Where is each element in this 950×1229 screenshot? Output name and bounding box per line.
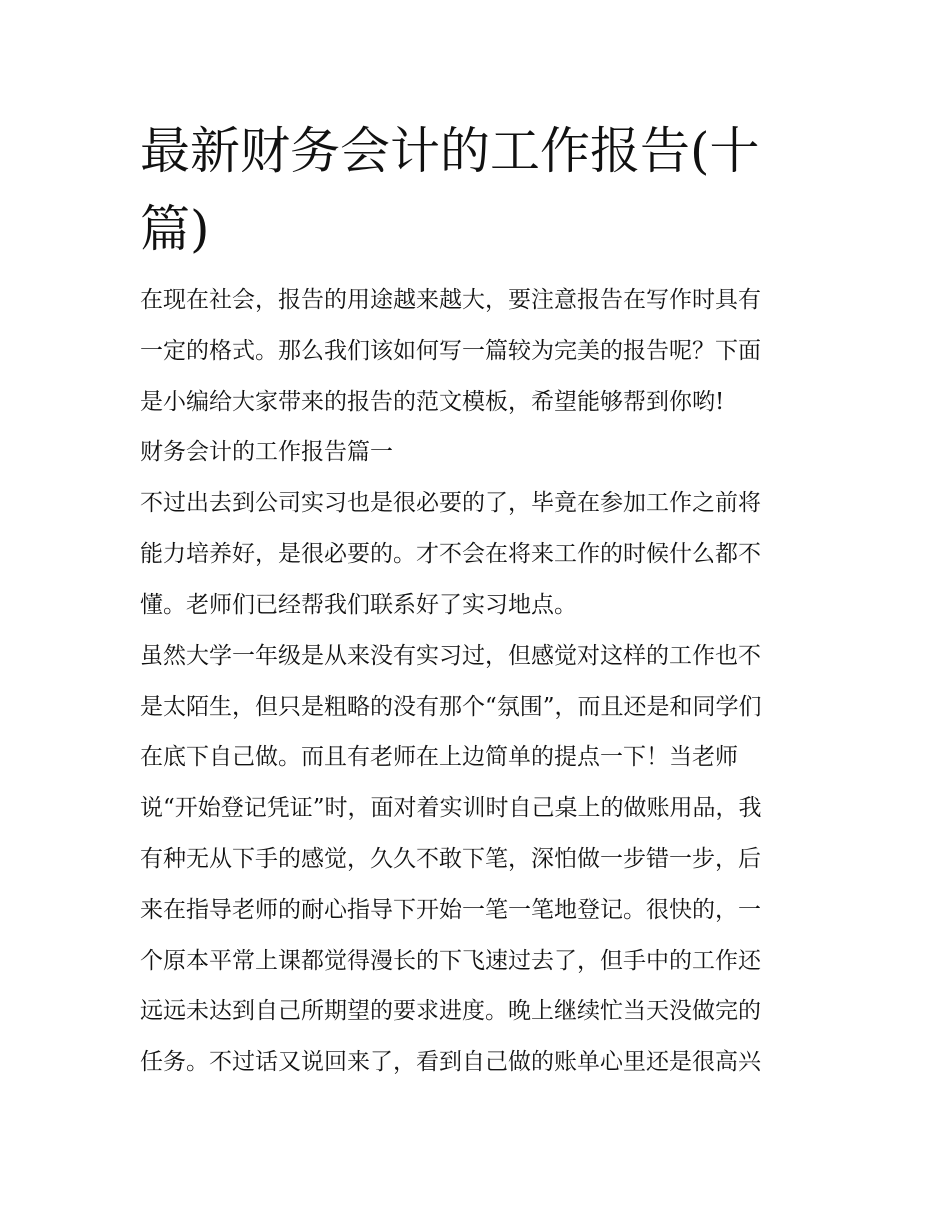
intro-line: 一定的格式。那么我们该如何写一篇较为完美的报告呢？下面 — [140, 338, 761, 364]
paragraph-line: 不过出去到公司实习也是很必要的了，毕竟在参加工作之前将 — [140, 490, 761, 516]
paragraph-line: 懂。老师们已经帮我们联系好了实习地点。 — [140, 592, 577, 618]
paragraph-line: 说“开始登记凭证”时，面对着实训时自己桌上的做账用品，我 — [140, 795, 762, 821]
paragraph-line: 来在指导老师的耐心指导下开始一笔一笔地登记。很快的，一 — [140, 897, 761, 923]
paragraph-line: 远远未达到自己所期望的要求进度。晚上继续忙当天没做完的 — [140, 998, 761, 1024]
intro-line: 是小编给大家带来的报告的范文模板，希望能够帮到你哟! — [140, 389, 725, 415]
section-heading: 财务会计的工作报告篇一 — [140, 439, 393, 465]
paragraph-line: 能力培养好，是很必要的。才不会在将来工作的时候什么都不 — [140, 541, 761, 567]
paragraph-line: 有种无从下手的感觉，久久不敢下笔，深怕做一步错一步，后 — [140, 846, 761, 872]
paragraph-line: 是太陌生，但只是粗略的没有那个“氛围”，而且还是和同学们 — [140, 694, 762, 720]
page-title: 最新财务会计的工作报告(十篇) — [140, 122, 760, 258]
paragraph-line: 在底下自己做。而且有老师在上边简单的提点一下！当老师 — [140, 744, 738, 770]
paragraph-line: 任务。不过话又说回来了，看到自己做的账单心里还是很高兴 — [140, 1049, 761, 1075]
paragraph-line: 个原本平常上课都觉得漫长的下飞速过去了，但手中的工作还 — [140, 948, 761, 974]
paragraph-line: 虽然大学一年级是从来没有实习过，但感觉对这样的工作也不 — [140, 643, 761, 669]
intro-line: 在现在社会，报告的用途越来越大，要注意报告在写作时具有 — [140, 287, 761, 313]
